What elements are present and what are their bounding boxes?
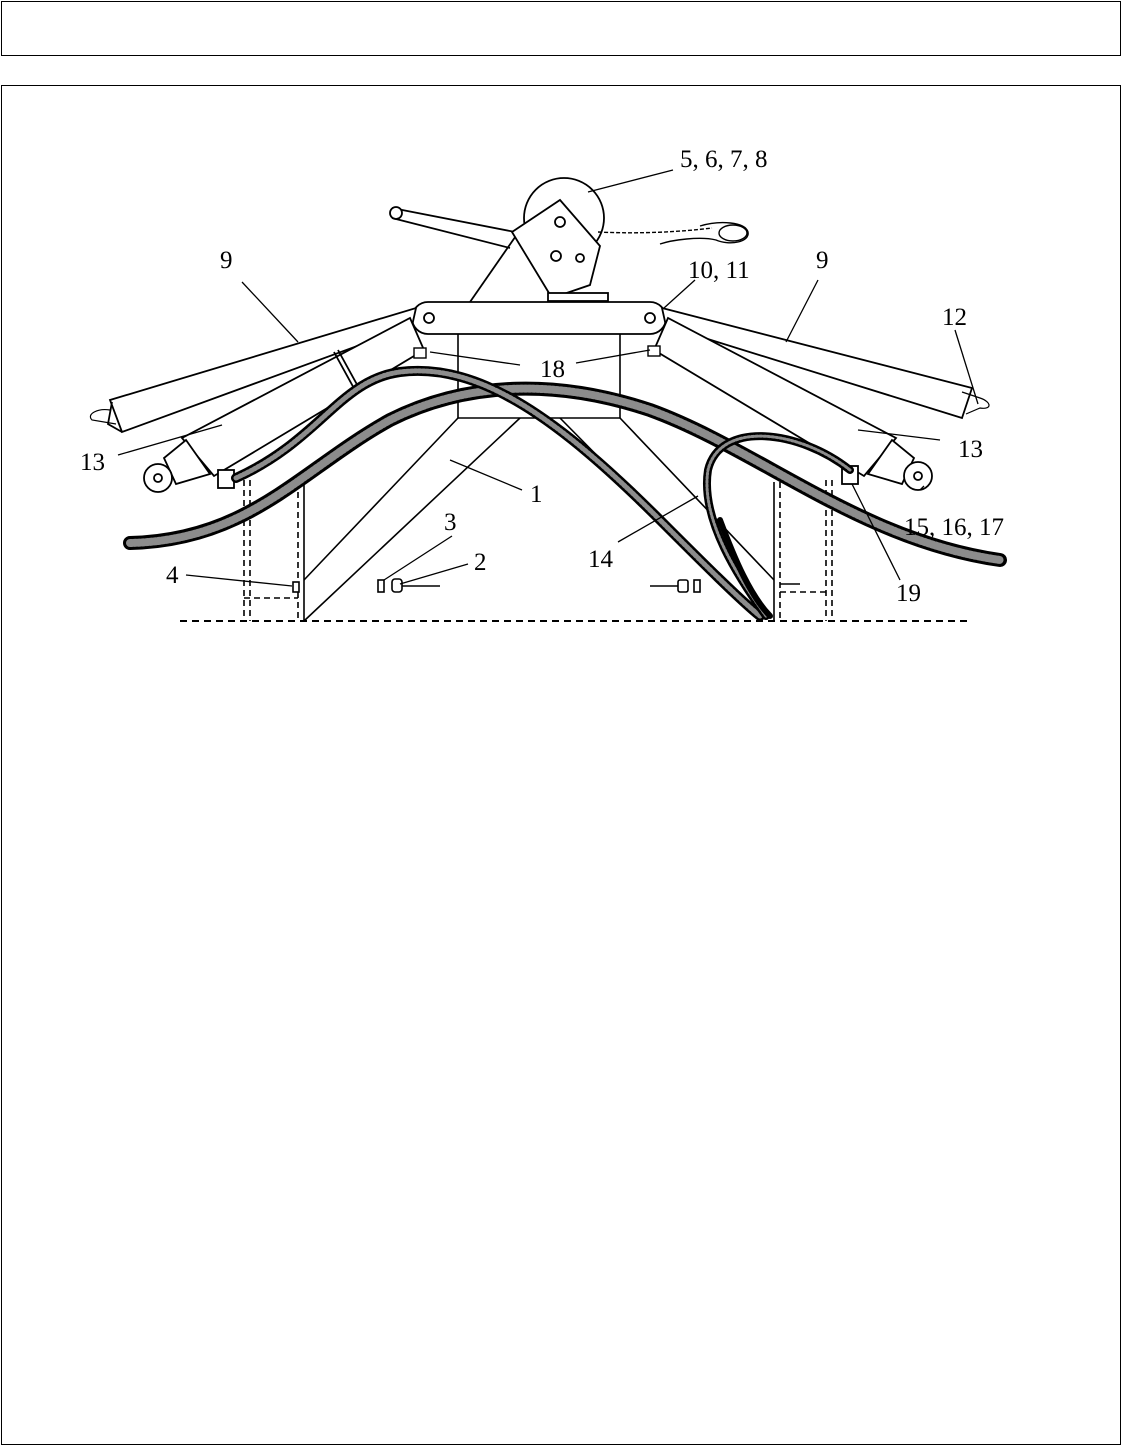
callout-15-16-17: 15, 16, 17 (904, 514, 1004, 541)
winch-assembly (390, 178, 608, 302)
callout-1: 1 (530, 481, 543, 508)
callout-5-6-7-8: 5, 6, 7, 8 (680, 146, 768, 173)
winch-cable-hook (598, 223, 748, 244)
top-crossbar (412, 302, 666, 334)
callout-10-11: 10, 11 (688, 257, 750, 284)
callout-12: 12 (942, 304, 967, 331)
callout-19: 19 (896, 580, 921, 607)
callout-9-left: 9 (220, 247, 233, 274)
callout-13-right: 13 (958, 436, 983, 463)
callout-4: 4 (166, 562, 179, 589)
callout-18: 18 (540, 356, 565, 383)
callout-3: 3 (444, 509, 457, 536)
callout-14: 14 (588, 546, 613, 573)
callout-9-right: 9 (816, 247, 829, 274)
callout-2: 2 (474, 549, 487, 576)
elbow-fittings (414, 346, 660, 358)
callout-13-left: 13 (80, 449, 105, 476)
